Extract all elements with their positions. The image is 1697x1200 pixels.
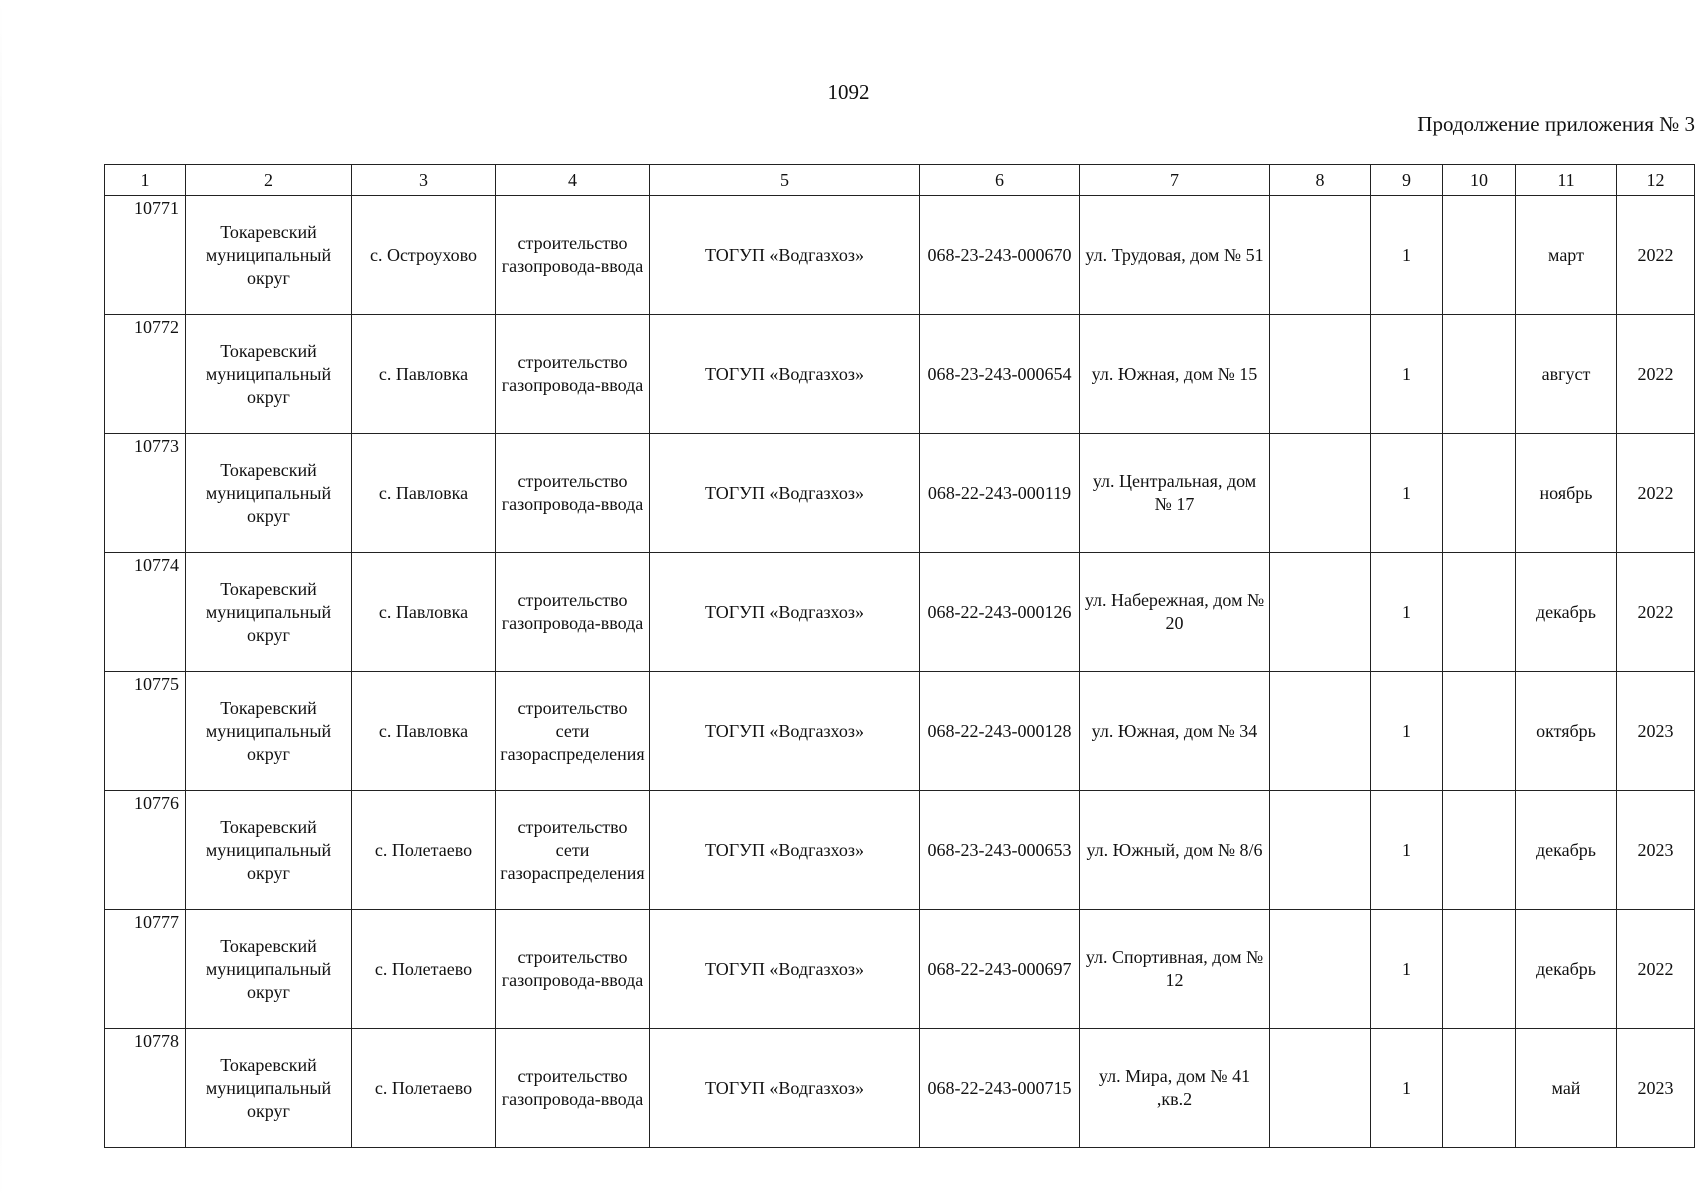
col8-cell (1270, 791, 1371, 910)
quantity-cell: 1 (1371, 196, 1443, 315)
work-type-cell: строительство газопровода-ввода (496, 910, 650, 1029)
col10-cell (1443, 434, 1516, 553)
table-row (105, 910, 1695, 1029)
row-number: 10773 (105, 434, 186, 553)
col10-cell (1443, 910, 1516, 1029)
year-cell: 2022 (1617, 196, 1695, 315)
month-cell: ноябрь (1516, 434, 1617, 553)
column-header: 10 (1443, 165, 1516, 196)
col8-cell (1270, 910, 1371, 1029)
settlement-cell: с. Остроухово (352, 196, 496, 315)
col10-cell (1443, 196, 1516, 315)
month-cell: декабрь (1516, 791, 1617, 910)
table-row (105, 672, 1695, 791)
row-number: 10777 (105, 910, 186, 1029)
table-body (105, 196, 1695, 1148)
table-row (105, 434, 1695, 553)
work-type-cell: строительство газопровода-ввода (496, 553, 650, 672)
col10-cell (1443, 1029, 1516, 1148)
address-cell: ул. Трудовая, дом № 51 (1080, 196, 1270, 315)
continuation-heading: Продолжение приложения № 3 (1417, 112, 1695, 136)
year-cell: 2022 (1617, 553, 1695, 672)
month-cell: март (1516, 196, 1617, 315)
column-header: 6 (920, 165, 1080, 196)
district-cell: Токаревский муниципальный округ (186, 672, 352, 791)
settlement-cell: с. Полетаево (352, 1029, 496, 1148)
address-cell: ул. Южный, дом № 8/6 (1080, 791, 1270, 910)
settlement-cell: с. Павловка (352, 315, 496, 434)
month-cell: октябрь (1516, 672, 1617, 791)
settlement-cell: с. Павловка (352, 672, 496, 791)
column-header: 11 (1516, 165, 1617, 196)
code-cell: 068-23-243-000653 (920, 791, 1080, 910)
row-number: 10776 (105, 791, 186, 910)
month-cell: май (1516, 1029, 1617, 1148)
organization-cell: ТОГУП «Водгазхоз» (650, 791, 920, 910)
work-type-cell: строительство газопровода-ввода (496, 315, 650, 434)
settlement-cell: с. Полетаево (352, 791, 496, 910)
organization-cell: ТОГУП «Водгазхоз» (650, 196, 920, 315)
quantity-cell: 1 (1371, 910, 1443, 1029)
scan-edge (0, 0, 2, 1200)
settlement-cell: с. Полетаево (352, 910, 496, 1029)
month-cell: декабрь (1516, 553, 1617, 672)
code-cell: 068-22-243-000126 (920, 553, 1080, 672)
code-cell: 068-22-243-000119 (920, 434, 1080, 553)
row-number: 10771 (105, 196, 186, 315)
column-header: 8 (1270, 165, 1371, 196)
col8-cell (1270, 1029, 1371, 1148)
quantity-cell: 1 (1371, 1029, 1443, 1148)
district-cell: Токаревский муниципальный округ (186, 791, 352, 910)
address-cell: ул. Южная, дом № 15 (1080, 315, 1270, 434)
organization-cell: ТОГУП «Водгазхоз» (650, 1029, 920, 1148)
organization-cell: ТОГУП «Водгазхоз» (650, 434, 920, 553)
year-cell: 2022 (1617, 315, 1695, 434)
table-row (105, 553, 1695, 672)
address-cell: ул. Центральная, дом № 17 (1080, 434, 1270, 553)
district-cell: Токаревский муниципальный округ (186, 553, 352, 672)
col8-cell (1270, 196, 1371, 315)
work-type-cell: строительство газопровода-ввода (496, 196, 650, 315)
table-row (105, 1029, 1695, 1148)
col10-cell (1443, 672, 1516, 791)
column-header: 1 (105, 165, 186, 196)
quantity-cell: 1 (1371, 553, 1443, 672)
district-cell: Токаревский муниципальный округ (186, 196, 352, 315)
quantity-cell: 1 (1371, 434, 1443, 553)
organization-cell: ТОГУП «Водгазхоз» (650, 315, 920, 434)
year-cell: 2022 (1617, 910, 1695, 1029)
header-row (105, 165, 1695, 196)
col8-cell (1270, 434, 1371, 553)
register-table (104, 164, 1695, 1148)
column-header: 9 (1371, 165, 1443, 196)
year-cell: 2023 (1617, 672, 1695, 791)
district-cell: Токаревский муниципальный округ (186, 434, 352, 553)
col10-cell (1443, 791, 1516, 910)
address-cell: ул. Набережная, дом № 20 (1080, 553, 1270, 672)
code-cell: 068-23-243-000654 (920, 315, 1080, 434)
code-cell: 068-23-243-000670 (920, 196, 1080, 315)
column-header: 4 (496, 165, 650, 196)
row-number: 10772 (105, 315, 186, 434)
code-cell: 068-22-243-000128 (920, 672, 1080, 791)
organization-cell: ТОГУП «Водгазхоз» (650, 672, 920, 791)
district-cell: Токаревский муниципальный округ (186, 910, 352, 1029)
row-number: 10778 (105, 1029, 186, 1148)
year-cell: 2022 (1617, 434, 1695, 553)
code-cell: 068-22-243-000697 (920, 910, 1080, 1029)
work-type-cell: строительство газопровода-ввода (496, 434, 650, 553)
work-type-cell: строительство газопровода-ввода (496, 1029, 650, 1148)
column-header: 2 (186, 165, 352, 196)
table-row (105, 196, 1695, 315)
address-cell: ул. Спортивная, дом № 12 (1080, 910, 1270, 1029)
organization-cell: ТОГУП «Водгазхоз» (650, 910, 920, 1029)
col8-cell (1270, 672, 1371, 791)
district-cell: Токаревский муниципальный округ (186, 1029, 352, 1148)
table-row (105, 791, 1695, 910)
col8-cell (1270, 553, 1371, 672)
column-header: 5 (650, 165, 920, 196)
address-cell: ул. Южная, дом № 34 (1080, 672, 1270, 791)
row-number: 10774 (105, 553, 186, 672)
quantity-cell: 1 (1371, 791, 1443, 910)
col10-cell (1443, 315, 1516, 434)
code-cell: 068-22-243-000715 (920, 1029, 1080, 1148)
column-header: 12 (1617, 165, 1695, 196)
row-number: 10775 (105, 672, 186, 791)
district-cell: Токаревский муниципальный округ (186, 315, 352, 434)
col10-cell (1443, 553, 1516, 672)
work-type-cell: строительство сети газораспределения (496, 672, 650, 791)
quantity-cell: 1 (1371, 672, 1443, 791)
table-row (105, 315, 1695, 434)
settlement-cell: с. Павловка (352, 553, 496, 672)
month-cell: декабрь (1516, 910, 1617, 1029)
column-header: 3 (352, 165, 496, 196)
year-cell: 2023 (1617, 791, 1695, 910)
organization-cell: ТОГУП «Водгазхоз» (650, 553, 920, 672)
address-cell: ул. Мира, дом № 41 ,кв.2 (1080, 1029, 1270, 1148)
table-header (105, 165, 1695, 196)
month-cell: август (1516, 315, 1617, 434)
settlement-cell: с. Павловка (352, 434, 496, 553)
page-number: 1092 (827, 80, 870, 104)
quantity-cell: 1 (1371, 315, 1443, 434)
work-type-cell: строительство сети газораспределения (496, 791, 650, 910)
column-header: 7 (1080, 165, 1270, 196)
year-cell: 2023 (1617, 1029, 1695, 1148)
col8-cell (1270, 315, 1371, 434)
